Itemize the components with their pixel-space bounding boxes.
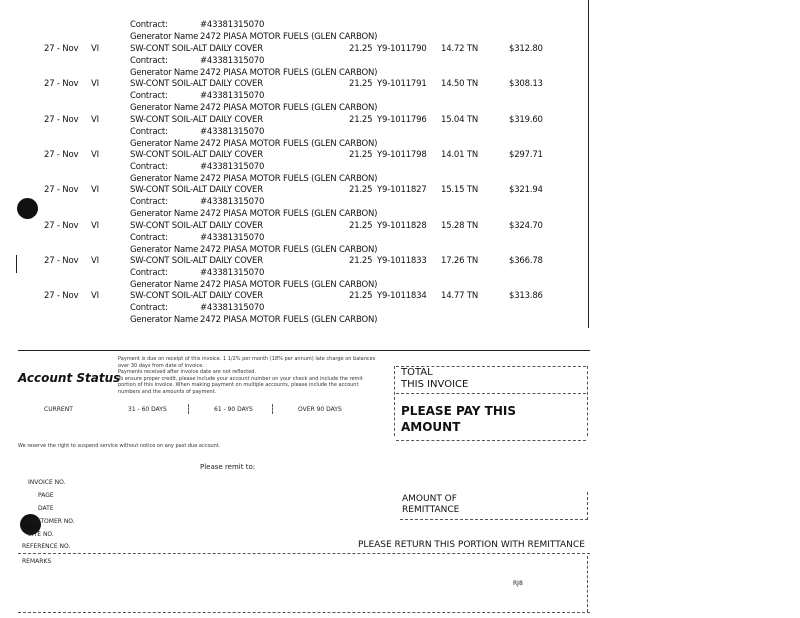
item-description: SW-CONT SOIL-ALT DAILY COVER	[130, 255, 263, 266]
item-generator-label: Generator Name	[130, 173, 199, 184]
item-quantity: 14.50 TN	[441, 79, 478, 90]
item-code: VI	[91, 291, 99, 302]
item-description: SW-CONT SOIL-ALT DAILY COVER	[130, 149, 263, 160]
item-ticket: Y9-1011790	[377, 44, 427, 54]
item-ticket: Y9-1011791	[377, 79, 427, 90]
item-ticket: Y9-1011796	[377, 114, 427, 125]
item-contract-label: Contract:	[130, 126, 168, 137]
remit-to-label: Please remit to:	[200, 463, 256, 471]
section-divider	[18, 350, 590, 351]
remit-field-label: SITE NO.	[28, 531, 54, 538]
item-generator-label: Generator Name	[130, 315, 199, 326]
item-generator-name: 2472 PIASA MOTOR FUELS (GLEN CARBON)	[200, 244, 378, 255]
remittance-line	[400, 519, 588, 520]
item-quantity: 14.01 TN	[441, 149, 478, 160]
item-quantity: 15.15 TN	[441, 185, 478, 196]
remarks-right-edge	[587, 556, 588, 612]
remit-field-label: DATE	[38, 505, 54, 512]
amount-of-remittance-line1: AMOUNT OF	[402, 494, 457, 504]
totals-box-left-edge	[394, 366, 395, 436]
item-rate: 21.25	[349, 185, 373, 196]
remarks-bottom-line	[18, 612, 590, 613]
item-contract-number: #43381315070	[200, 161, 265, 172]
item-contract-label: Contract:	[130, 232, 168, 243]
reserve-note: We reserve the right to suspend service without notice on any past due account.	[18, 443, 221, 449]
account-note-line: over 30 days from date of invoice.	[118, 362, 204, 369]
item-amount: $308.13	[509, 79, 543, 90]
account-note-line: Payments received after invoice date are not reflected.	[118, 369, 257, 375]
account-note-line: To ensure proper credit, please include your account number on your check and include the remit	[118, 375, 363, 382]
item-quantity: 14.72 TN	[441, 44, 478, 54]
page-left-border-mark	[16, 255, 17, 273]
generator-label: Generator Name	[130, 32, 199, 42]
item-contract-label: Contract:	[130, 161, 168, 172]
page-right-border	[588, 0, 589, 328]
item-date: 27 - Nov	[44, 44, 79, 54]
item-amount: $297.71	[509, 149, 543, 160]
item-quantity: 17.26 TN	[441, 255, 478, 266]
item-ticket: Y9-1011827	[377, 185, 427, 196]
account-status-notes	[118, 356, 375, 395]
item-code: VI	[91, 79, 99, 90]
remarks-label: REMARKS	[22, 558, 52, 565]
item-date: 27 - Nov	[44, 291, 79, 302]
total-label-line2: THIS INVOICE	[401, 379, 469, 390]
item-code: VI	[91, 114, 99, 125]
item-amount: $324.70	[509, 220, 543, 231]
item-ticket: Y9-1011834	[377, 291, 427, 302]
item-amount: $313.86	[509, 291, 543, 302]
return-portion-note: PLEASE RETURN THIS PORTION WITH REMITTANCE	[358, 540, 585, 550]
pay-amount-label-line2: AMOUNT	[401, 420, 461, 434]
item-date: 27 - Nov	[44, 149, 79, 160]
aging-61-90-label: 61 - 90 DAYS	[214, 406, 253, 413]
item-description: SW-CONT SOIL-ALT DAILY COVER	[130, 44, 263, 54]
item-generator-label: Generator Name	[130, 244, 199, 255]
item-description: SW-CONT SOIL-ALT DAILY COVER	[130, 79, 263, 90]
item-rate: 21.25	[349, 220, 373, 231]
item-description: SW-CONT SOIL-ALT DAILY COVER	[130, 220, 263, 231]
item-contract-number: #43381315070	[200, 303, 265, 314]
item-generator-name: 2472 PIASA MOTOR FUELS (GLEN CARBON)	[200, 173, 378, 184]
item-contract-number: #43381315070	[200, 56, 265, 66]
remarks-top-line	[18, 553, 590, 554]
item-generator-name: 2472 PIASA MOTOR FUELS (GLEN CARBON)	[200, 68, 378, 78]
item-code: VI	[91, 255, 99, 266]
item-generator-name: 2472 PIASA MOTOR FUELS (GLEN CARBON)	[200, 209, 378, 220]
remit-field-label: CUSTOMER NO.	[28, 518, 75, 525]
item-contract-label: Contract:	[130, 267, 168, 278]
pay-amount-label-line1: PLEASE PAY THIS	[401, 404, 516, 418]
item-description: SW-CONT SOIL-ALT DAILY COVER	[130, 114, 263, 125]
aging-divider	[272, 404, 273, 414]
aging-current-label: CURRENT	[44, 406, 73, 413]
item-contract-label: Contract:	[130, 197, 168, 208]
item-rate: 21.25	[349, 255, 373, 266]
remit-field-label: PAGE	[38, 492, 54, 499]
item-amount: $312.80	[509, 44, 543, 54]
item-generator-label: Generator Name	[130, 279, 199, 290]
item-ticket: Y9-1011798	[377, 149, 427, 160]
totals-box-bottom	[396, 440, 586, 441]
item-generator-name: 2472 PIASA MOTOR FUELS (GLEN CARBON)	[200, 315, 378, 326]
item-rate: 21.25	[349, 44, 373, 54]
item-amount: $366.78	[509, 255, 543, 266]
contract-number: #43381315070	[200, 20, 265, 30]
item-rate: 21.25	[349, 149, 373, 160]
item-rate: 21.25	[349, 114, 373, 125]
form-code: RJ8	[513, 580, 523, 587]
item-description: SW-CONT SOIL-ALT DAILY COVER	[130, 185, 263, 196]
hole-punch-dot	[17, 198, 38, 219]
item-date: 27 - Nov	[44, 220, 79, 231]
account-note-line: Payment is due on receipt of this invoice. 1 1/2% per month (18% per annum) late charge on balances	[118, 356, 376, 362]
generator-name: 2472 PIASA MOTOR FUELS (GLEN CARBON)	[200, 32, 378, 42]
item-ticket: Y9-1011833	[377, 255, 427, 266]
item-amount: $319.60	[509, 114, 543, 125]
item-quantity: 15.04 TN	[441, 114, 478, 125]
aging-divider	[188, 404, 189, 414]
item-contract-number: #43381315070	[200, 267, 265, 278]
item-generator-name: 2472 PIASA MOTOR FUELS (GLEN CARBON)	[200, 103, 378, 114]
item-quantity: 14.77 TN	[441, 291, 478, 302]
item-contract-number: #43381315070	[200, 91, 265, 102]
remit-field-label: REFERENCE NO.	[22, 543, 71, 550]
item-generator-name: 2472 PIASA MOTOR FUELS (GLEN CARBON)	[200, 138, 378, 149]
aging-over-90-label: OVER 90 DAYS	[298, 406, 342, 413]
item-description: SW-CONT SOIL-ALT DAILY COVER	[130, 291, 263, 302]
account-note-line: numbers and the amounts of payment.	[118, 388, 217, 395]
item-generator-label: Generator Name	[130, 138, 199, 149]
item-rate: 21.25	[349, 79, 373, 90]
item-rate: 21.25	[349, 291, 373, 302]
item-date: 27 - Nov	[44, 79, 79, 90]
item-date: 27 - Nov	[44, 114, 79, 125]
item-ticket: Y9-1011828	[377, 220, 427, 231]
account-note-line: portion of this invoice. When making payment on multiple accounts, please include the account	[118, 382, 359, 388]
item-generator-label: Generator Name	[130, 209, 199, 220]
item-generator-label: Generator Name	[130, 68, 199, 78]
item-code: VI	[91, 44, 99, 54]
account-status-title: Account Status	[18, 371, 121, 385]
amount-of-remittance-line2: REMITTANCE	[402, 505, 460, 515]
item-generator-label: Generator Name	[130, 103, 199, 114]
aging-31-60-label: 31 - 60 DAYS	[128, 406, 167, 413]
item-code: VI	[91, 185, 99, 196]
item-contract-number: #43381315070	[200, 126, 265, 137]
item-contract-label: Contract:	[130, 303, 168, 314]
item-contract-label: Contract:	[130, 91, 168, 102]
total-label-line1: TOTAL	[401, 367, 433, 378]
item-amount: $321.94	[509, 185, 543, 196]
item-contract-number: #43381315070	[200, 197, 265, 208]
remittance-right-edge	[587, 492, 588, 520]
item-code: VI	[91, 220, 99, 231]
contract-label: Contract:	[130, 20, 168, 30]
totals-box-right-edge	[587, 366, 588, 436]
totals-box-mid	[396, 393, 586, 394]
remit-field-label: INVOICE NO.	[28, 479, 66, 486]
item-code: VI	[91, 149, 99, 160]
item-date: 27 - Nov	[44, 255, 79, 266]
item-generator-name: 2472 PIASA MOTOR FUELS (GLEN CARBON)	[200, 279, 378, 290]
item-contract-number: #43381315070	[200, 232, 265, 243]
item-date: 27 - Nov	[44, 185, 79, 196]
item-contract-label: Contract:	[130, 56, 168, 66]
item-quantity: 15.28 TN	[441, 220, 478, 231]
